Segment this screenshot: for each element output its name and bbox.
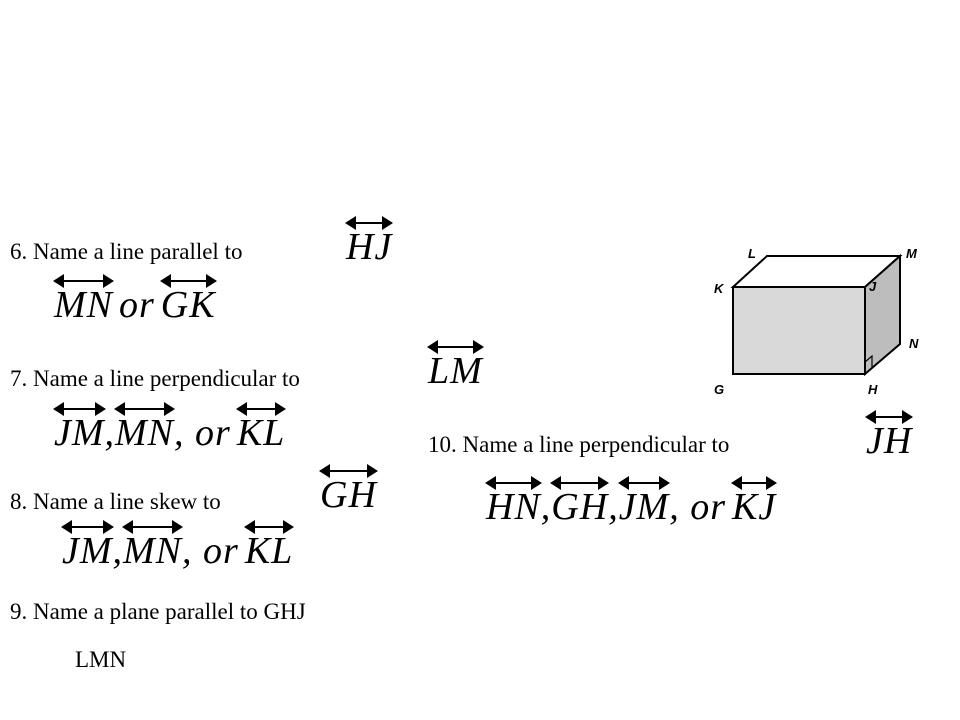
or-word: or — [690, 486, 727, 528]
question-7-ref-line — [428, 346, 483, 390]
line-label: GH — [320, 474, 377, 516]
rectangular-prism-figure — [700, 236, 940, 406]
line-label: JM — [54, 412, 105, 454]
line-label: MN — [54, 284, 113, 326]
line-label: GK — [160, 284, 216, 326]
vertex-label-k: K — [714, 281, 724, 296]
question-9 — [10, 600, 306, 623]
question-8-ref-line — [320, 470, 377, 514]
line-label: MN — [123, 530, 183, 572]
vertex-label-l: L — [748, 246, 756, 261]
question-6 — [10, 240, 242, 263]
or-word: or — [195, 412, 231, 454]
line-label: HJ — [346, 226, 393, 268]
question-7-number: 7. — [10, 366, 28, 391]
or-word: or — [119, 284, 155, 326]
line-label: JH — [866, 420, 913, 462]
question-10-ref-line — [866, 416, 912, 460]
line-label: KL — [244, 530, 294, 572]
question-6-text: Name a line parallel to — [33, 239, 243, 264]
question-6-number: 6. — [10, 239, 28, 264]
question-8-number: 8. — [10, 489, 28, 514]
line-label: MN — [115, 412, 175, 454]
line-label: KL — [236, 412, 286, 454]
question-10 — [428, 433, 729, 456]
answer-8: JM, MN, or KL — [62, 526, 293, 570]
question-9-text: Name a plane parallel to GHJ — [33, 599, 306, 624]
question-9-number: 9. — [10, 599, 28, 624]
answer-9: LMN — [75, 647, 127, 672]
line-label: KJ — [732, 486, 777, 528]
vertex-label-h: H — [868, 382, 878, 397]
question-10-text: Name a line perpendicular to — [462, 432, 730, 457]
line-label: JM — [618, 486, 670, 528]
question-7 — [10, 367, 300, 390]
or-word: or — [203, 530, 239, 572]
answer-10: HN, GH, JM, or KJ — [486, 482, 776, 526]
vertex-label-j: J — [869, 279, 877, 294]
line-label: JM — [62, 530, 113, 572]
question-6-ref-line — [346, 222, 392, 266]
line-label: HN — [486, 486, 541, 528]
answer-6 — [54, 280, 216, 324]
line-label: GH — [551, 486, 609, 528]
question-8 — [10, 490, 221, 513]
answer-7: JM, MN, or KL — [54, 408, 285, 452]
vertex-label-g: G — [714, 382, 725, 397]
question-7-text: Name a line perpendicular to — [33, 366, 300, 391]
question-10-number: 10. — [428, 432, 457, 457]
prism-front-face — [733, 287, 865, 374]
line-label: LM — [428, 350, 483, 392]
vertex-label-n: N — [909, 336, 919, 351]
vertex-label-m: M — [906, 246, 917, 261]
question-8-text: Name a line skew to — [33, 489, 221, 514]
